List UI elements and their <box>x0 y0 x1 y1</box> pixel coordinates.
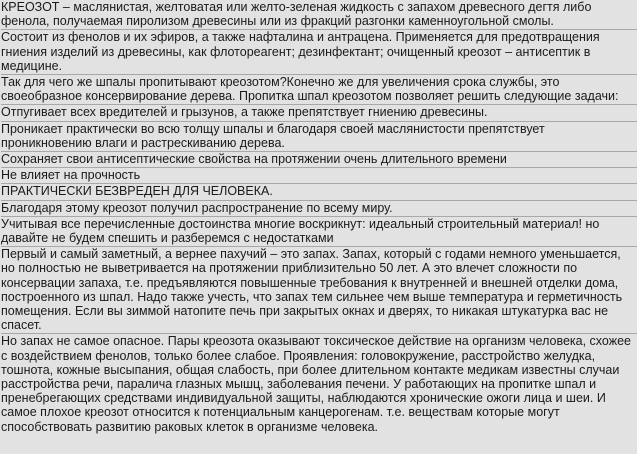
paragraph-benefit-moisture: Проникает практически во всю толщу шпалы и благодаря своей маслянистости препятствует проникновению влаги и растрескиванию дерева. <box>1 122 637 152</box>
paragraph-benefit-durability: Сохраняет свои антисептические свойства на протяжении очень длительного времени <box>1 152 637 168</box>
paragraph-smell: Первый и самый заметный, а вернее пахучий – это запах. Запах, который с годами немного уменьшается, но полностью не выветривается на протяжении приблизительно 50 лет. А это влечет сложности по консервации запаха, т.е. предъявляются повышенные требования к внутренней и внешней отделки дома, построенного из шпал. Надо также учесть, что запах тем сильнее чем выше температура и герметичность помещения. Если вы зиммой натопите печь при закрытых окнах и дверях, то никакая штукатурка вас не спасет. <box>1 247 637 334</box>
paragraph-toxicity: Но запах не самое опасное. Пары креозота оказывают токсическое действие на организм человека, схожее с воздействием фенолов, только более слабое. Проявления: головокружение, расстройство желудка, тошнота, кожные высыпания, общая слабость, при более длительном контакте медикам известны случаи расстройства речи, паралича глазных мышц, заболевания печени. У работающих на пропитке шпал и пренебрегающих средствами индивидуальной защиты, наблюдаются хронические ожоги лица и шеи. И самое плохое креозот относится к потенциальным канцерогенам. т.е. веществам которые могут способствовать развитию раковых клеток в организме человека. <box>1 334 631 434</box>
paragraph-safety-claim: ПРАКТИЧЕСКИ БЕЗВРЕДЕН ДЛЯ ЧЕЛОВЕКА. <box>1 184 637 200</box>
paragraph-composition: Состоит из фенолов и их эфиров, а также нафталина и антрацена. Применяется для предотвращения гниения изделий из древесины, как флотореагент; дезинфектант; очищенный креозот – антисептик в медицине. <box>1 30 637 75</box>
paragraph-definition: КРЕОЗОТ – маслянистая, желтоватая или желто-зеленая жидкость с запахом древесного дегтя либо фенола, получаемая пиролизом древесины или из фракций разгонки каменноугольной смолы. <box>1 0 637 30</box>
paragraph-drawbacks-intro: Учитывая все перечисленные достоинства многие воскрикнут: идеальный строительный материал! но давайте не будем спешить и разберемся с недостатками <box>1 217 637 247</box>
paragraph-benefit-strength: Не влияет на прочность <box>1 168 637 184</box>
paragraph-popularity: Благодаря этому креозот получил распространение по всему миру. <box>1 201 637 217</box>
paragraph-benefit-pests: Отпугивает всех вредителей и грызунов, а также препятствует гниению древесины. <box>1 105 637 121</box>
paragraph-purpose: Так для чего же шпалы пропитывают креозотом?Конечно же для увеличения срока службы, это своеобразное консервирование дерева. Пропитка шпал креозотом позволяет решить следующие задачи: <box>1 75 637 105</box>
